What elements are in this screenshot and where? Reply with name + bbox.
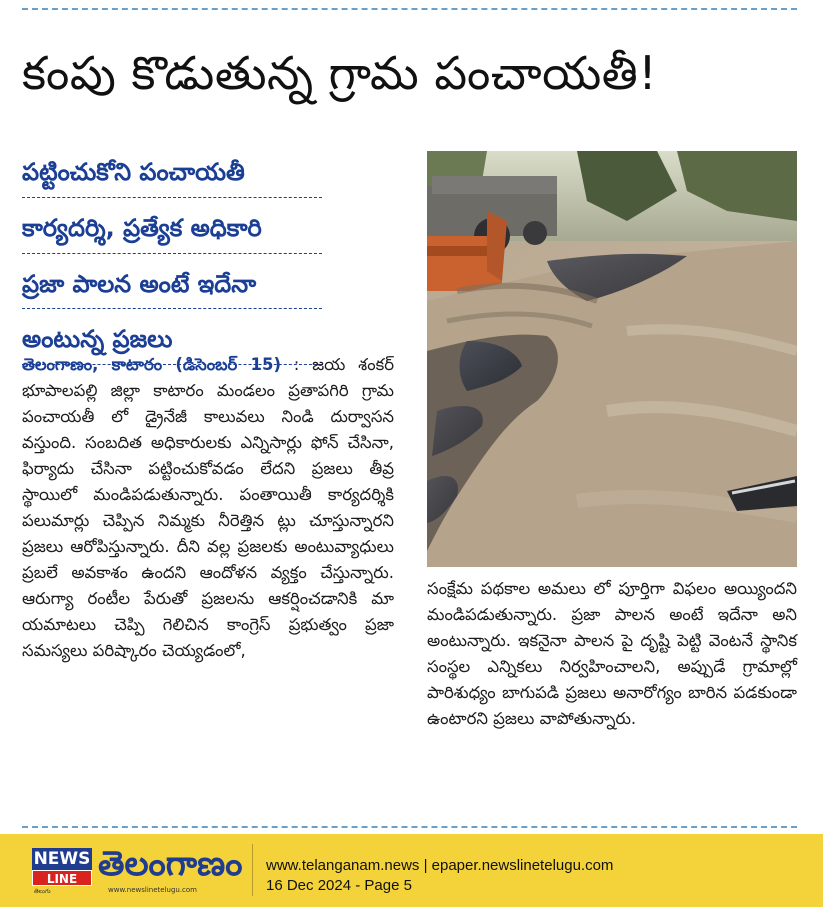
- subheading-2: కార్యదర్శి, ప్రత్యేక అధికారి: [22, 206, 322, 254]
- top-dashed-rule: [22, 8, 797, 10]
- subheadings: [22, 150, 322, 365]
- article-body-left: : జయ శంకర్ భూపాలపల్లి జిల్లా కాటారం మండలం ప్రతాపగిరి గ్రామ పంచాయతీ లో డ్రైనేజీ కాలువలు నిండి దుర్వాసన వస్తుంది. సంబదిత అధికారులకు ఎన్నిసార్లు ఫోన్ చేసినా, ఫిర్యాదు చేసినా పట్టించుకోవడం లేదని ప్రజలు తీవ్ర స్థాయిలో మండిపడుతున్నారు. పంతాయితీ కార్యదర్శికి పలుమార్లు చెప్పిన నిమ్మకు నీరెత్తిన ట్లు చూస్తున్నారని ప్రజలు ఆరోపిస్తున్నారు. దీని వల్ల ప్రజలకు అంటువ్యాధులు ప్రబలే అవకాశం ఉందని ఆందోళన వ్యక్తం చేస్తున్నారు. ఆరుగ్యా రంటీల పేరుతో ప్రజలను ఆకర్షించడానికి మా యమాటలు చెప్పి గెలిచిన కాంగ్రెస్ ప్రభుత్వం ప్రజా సమస్యలు పరిష్కారం చెయ్యడంలో,: [22, 355, 394, 660]
- footer-links: www.telanganam.news | epaper.newslinetelugu.com: [266, 857, 614, 874]
- footer-info: [266, 856, 613, 896]
- headline: కంపు కొడుతున్న గ్రామ పంచాయతీ!: [22, 46, 658, 100]
- page-footer: [0, 834, 823, 907]
- bottom-dashed-rule: [22, 826, 797, 828]
- photo-illustration: [427, 151, 797, 567]
- article-column-right: [427, 576, 797, 732]
- news-photo-muddy-drain: [427, 151, 797, 567]
- article-body-right: సంక్షేమ పథకాల అమలు లో పూర్తిగా విఫలం అయ్యిందని మండిపడుతున్నారు. ప్రజా పాలన అంటే ఇదేనా అని అంటున్నారు. ఇకనైనా పాలన పై దృష్టి పెట్టి వెంటనే స్థానిక సంస్థల ఎన్నికలు నిర్వహించాలని, అప్పుడే గ్రామాల్లో పారిశుధ్యం బాగుపడి ప్రజలు అనారోగ్యం బారిన పడకుండా ఉంటారని ప్రజలు వాపోతున్నారు.: [427, 579, 797, 728]
- telanganam-brand: తెలంగాణం: [98, 844, 243, 884]
- footer-divider: [252, 844, 253, 896]
- newsline-logo: [32, 848, 92, 895]
- footer-date-page: 16 Dec 2024 - Page 5: [266, 877, 412, 894]
- subheading-1: పట్టించుకోని పంచాయతీ: [22, 150, 322, 198]
- article-column-left: [22, 352, 394, 664]
- article-dateline: తెలంగాణం, కాటారం (డిసెంబర్ 15): [22, 355, 282, 374]
- newsline-logo-top: NEWS: [33, 849, 91, 869]
- subheading-3: ప్రజా పాలన అంటే ఇదేనా: [22, 262, 322, 310]
- newsline-logo-tag: తెలుగు: [34, 888, 51, 895]
- brand-website: www.newslinetelugu.com: [108, 886, 197, 894]
- subheading-4: అంటున్న ప్రజలు: [22, 317, 322, 365]
- newsline-logo-bottom: LINE: [32, 870, 92, 886]
